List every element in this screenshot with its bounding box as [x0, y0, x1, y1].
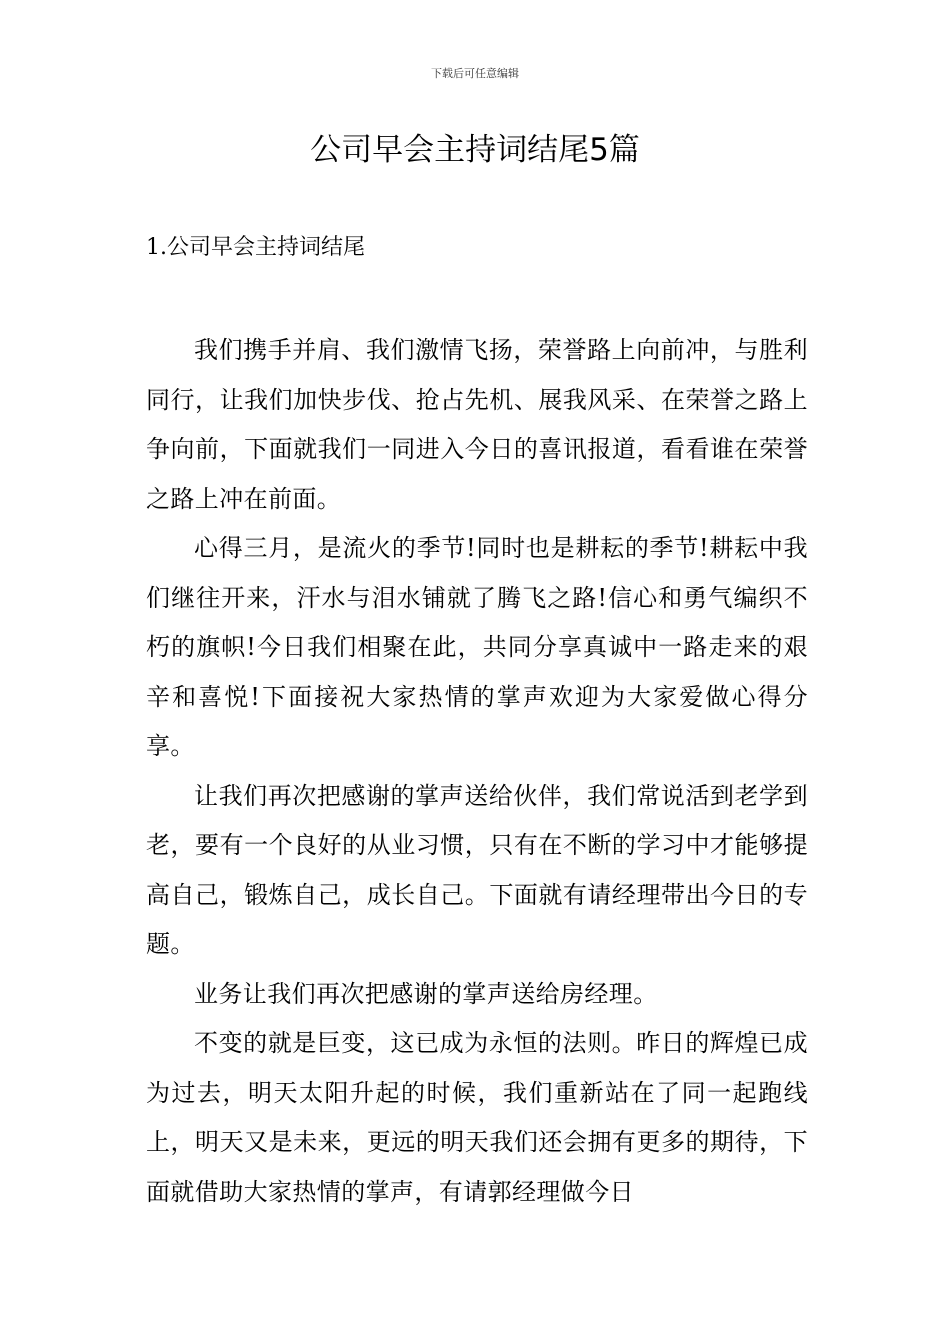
- paragraph-3: 让我们再次把感谢的掌声送给伙伴，我们常说活到老学到老，要有一个良好的从业习惯，只有在不断的学习中才能够提高自己，锻炼自己，成长自己。下面就有请经理带出今日的专题。: [146, 781, 808, 958]
- header-note: 下载后可任意编辑: [431, 67, 519, 80]
- body-text: [146, 326, 808, 1217]
- section-heading: 1.公司早会主持词结尾: [146, 235, 365, 260]
- paragraph-1: 我们携手并肩、我们激情飞扬，荣誉路上向前冲，与胜利同行，让我们加快步伐、抢占先机、展我风采、在荣誉之路上争向前，下面就我们一同进入今日的喜讯报道，看看谁在荣誉之路上冲在前面。: [146, 336, 808, 513]
- paragraph-5: 不变的就是巨变，这已成为永恒的法则。昨日的辉煌已成为过去，明天太阳升起的时候，我们重新站在了同一起跑线上，明天又是未来，更远的明天我们还会拥有更多的期待，下面就借助大家热情的掌声，有请郭经理做今日: [146, 1029, 808, 1206]
- document-title: 公司早会主持词结尾5篇: [310, 132, 640, 168]
- paragraph-2: 心得三月，是流火的季节!同时也是耕耘的季节!耕耘中我们继往开来，汗水与泪水铺就了腾飞之路!信心和勇气编织不朽的旗帜!今日我们相聚在此，共同分享真诚中一路走来的艰辛和喜悦!下面接祝大家热情的掌声欢迎为大家爱做心得分享。: [146, 534, 808, 760]
- paragraph-4: 业务让我们再次把感谢的掌声送给房经理。: [194, 979, 658, 1008]
